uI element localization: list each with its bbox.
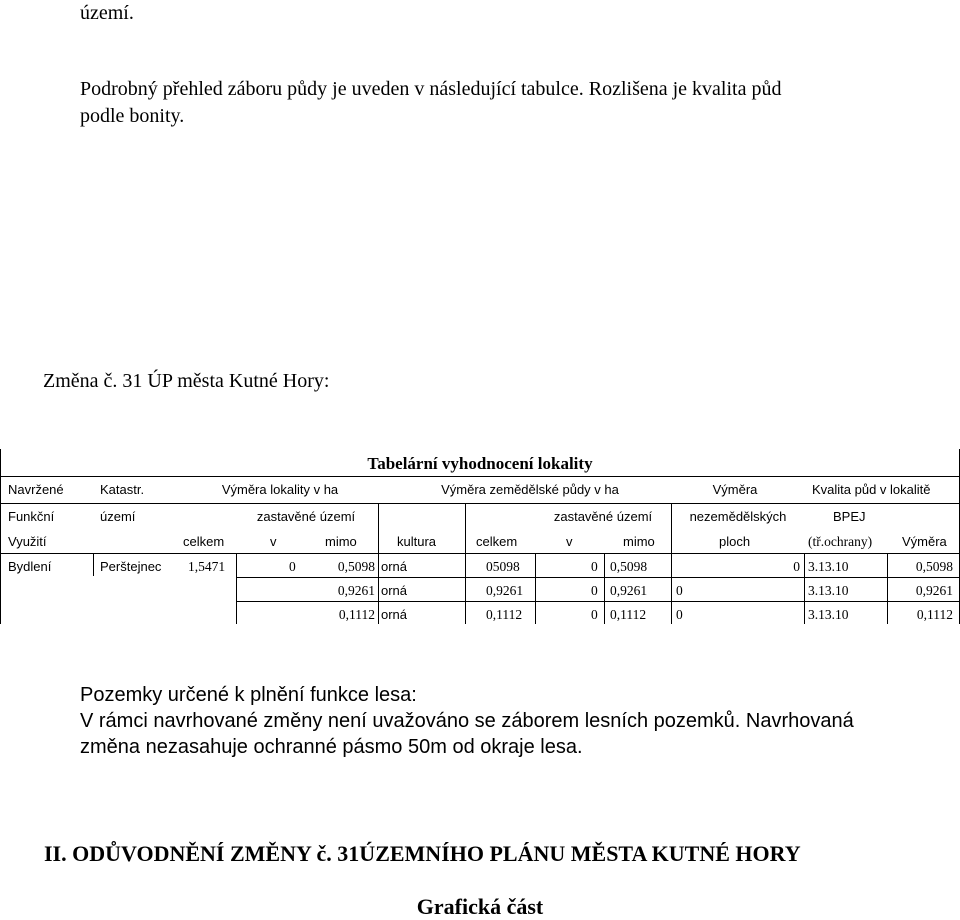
header-vyuziti: Využití [8, 534, 47, 549]
table-title: Tabelární vyhodnocení lokality [367, 454, 593, 473]
header-katastr: Katastr. [100, 482, 145, 497]
header-funkcni: Funkční [8, 509, 55, 524]
cell-mimo: 0,5098 [337, 559, 375, 574]
cell-zp-mimo: 0,5098 [610, 559, 648, 574]
cell-zp-celkem: 0,1112 [486, 607, 523, 622]
cell-v: 0 [289, 559, 296, 574]
cell-bpej-vymera: 0,9261 [915, 583, 953, 598]
header-uzemi: území [100, 509, 136, 524]
cell-mimo: 0,1112 [338, 607, 375, 622]
cell-zp-v: 0 [591, 559, 598, 574]
header-trida-ochrany: (tř.ochrany) [808, 534, 873, 549]
cell-zp-celkem: 0,9261 [486, 583, 524, 598]
cell-zp-v: 0 [591, 583, 598, 598]
intro-line-1: Podrobný přehled záboru půdy je uveden v následující tabulce. Rozlišena je kvalita půd [80, 78, 782, 100]
cell-nezem: 0 [793, 559, 800, 574]
header-v-2: v [566, 534, 573, 549]
cell-kultura: orná [381, 607, 408, 622]
chapter-heading: II. ODŮVODNĚNÍ ZMĚNY č. 31ÚZEMNÍHO PLÁNU MĚSTA KUTNÉ HORY [44, 841, 801, 866]
header-zastavene-1: zastavěné území [256, 509, 356, 524]
header-vymera-lokality: Výměra lokality v ha [221, 482, 339, 497]
cell-nezem: 0 [676, 607, 683, 622]
cell-celkem: 1,5471 [188, 559, 226, 574]
header-vymera-bpej: Výměra [902, 534, 947, 549]
header-ploch: ploch [719, 534, 751, 549]
cell-bpej-vymera: 0,1112 [916, 607, 953, 622]
forest-heading: Pozemky určené k plnění funkce lesa: [80, 684, 417, 706]
text-fragment: území. [80, 2, 134, 24]
header-bpej: BPEJ [833, 509, 866, 524]
forest-line-2: změna nezasahuje ochranné pásmo 50m od okraje lesa. [80, 736, 583, 758]
cell-mimo: 0,9261 [337, 583, 375, 598]
cell-bpej-vymera: 0,5098 [915, 559, 953, 574]
section-title: Změna č. 31 ÚP města Kutné Hory: [43, 370, 330, 392]
land-table [0, 449, 960, 624]
header-kultura: kultura [397, 534, 437, 549]
header-nezemedelskych: nezemědělských [689, 509, 787, 524]
intro-line-2: podle bonity. [80, 105, 185, 127]
cell-bpej: 3.13.10 [808, 559, 849, 574]
header-zastavene-2: zastavěné území [553, 509, 653, 524]
cell-bpej: 3.13.10 [808, 607, 849, 622]
header-mimo-2: mimo [623, 534, 655, 549]
header-vymera-zemedelske: Výměra zemědělské půdy v ha [441, 482, 619, 497]
cell-zp-v: 0 [591, 607, 598, 622]
cell-katastr: Perštejnec [100, 559, 162, 574]
cell-zp-mimo: 0,9261 [610, 583, 648, 598]
header-celkem-2: celkem [476, 534, 518, 549]
cell-kultura: orná [381, 583, 408, 598]
cell-zp-mimo: 0,1112 [610, 607, 647, 622]
header-mimo-1: mimo [325, 534, 357, 549]
cell-zp-celkem: 05098 [486, 559, 520, 574]
subheading: Grafická část [416, 894, 544, 919]
cell-use: Bydlení [8, 559, 52, 574]
header-v-1: v [270, 534, 277, 549]
forest-line-1: V rámci navrhované změny není uvažováno se záborem lesních pozemků. Navrhovaná [80, 710, 854, 732]
header-vymera: Výměra [712, 482, 758, 497]
header-navrzene: Navržené [8, 482, 64, 497]
cell-kultura: orná [381, 559, 408, 574]
cell-nezem: 0 [676, 583, 683, 598]
header-celkem-1: celkem [183, 534, 225, 549]
header-kvalita: Kvalita půd v lokalitě [812, 482, 931, 497]
cell-bpej: 3.13.10 [808, 583, 849, 598]
